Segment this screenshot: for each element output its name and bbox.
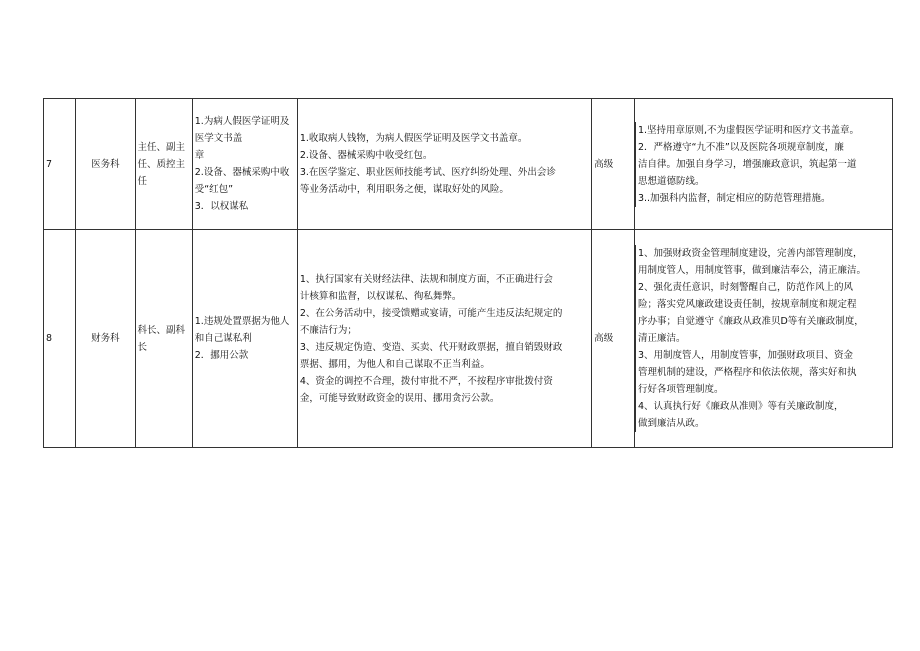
risk-point-line: 受“红包” xyxy=(194,184,234,195)
measure-line: 险；落实党风廉政建设责任制，按规章制度和规定程 xyxy=(637,299,857,310)
department: 财务科 xyxy=(76,230,135,448)
risk-point-line: 2.设备、器械采购中收 xyxy=(194,167,290,178)
position-line: 科长、副科 xyxy=(137,324,186,336)
table-row xyxy=(44,99,893,230)
manifestation-line: 1.收取病人钱物，为病人假医学证明及医学文书盖章。 xyxy=(299,133,528,144)
measure-line: 行好各项管理制度。 xyxy=(637,384,724,395)
measure-line: 2．严格遵守“九不准”以及医院各项规章制度，廉 xyxy=(637,141,844,153)
measure-line: 2、强化责任意识，时刻警醒自己，防范作风上的风 xyxy=(637,282,853,293)
measure-line: 1.坚持用章原则,不为虚假医学证明和医疗文书盖章。 xyxy=(637,124,860,136)
measure-line: 用制度管人，用制度管事，做到廉洁奉公，清正廉洁。 xyxy=(637,265,866,276)
measure-line: 3、用制度管人，用制度管事，加强财政项目、资金 xyxy=(637,350,853,361)
position-line: 主任、副主 xyxy=(137,141,186,153)
risk-point-line: 章 xyxy=(194,150,205,161)
manifestations xyxy=(297,99,591,230)
manifestation-line: 3.在医学鉴定、职业医师技能考试、医疗纠纷处理、外出会诊 xyxy=(299,167,556,178)
row-number: 8 xyxy=(44,230,76,448)
risk-point-line: 1.违规处置票据为他人 xyxy=(194,316,290,327)
manifestation-line: 不廉洁行为； xyxy=(299,324,357,336)
row-number: 7 xyxy=(44,99,76,230)
risk-point-line: 医学文书盖 xyxy=(194,133,243,144)
prevention-measures xyxy=(634,99,892,230)
manifestation-line: 票据、挪用，为他人和自己谋取不正当利益。 xyxy=(299,358,490,370)
risk-table xyxy=(43,98,893,448)
manifestation-line: 2.设备、器械采购中收受红包。 xyxy=(299,150,433,161)
position-line: 长 xyxy=(137,341,148,353)
measure-line: 清正廉洁。 xyxy=(637,333,686,344)
risk-point-line: 2．挪用公款 xyxy=(194,350,249,361)
risk-point-line: 1.为病人假医学证明及 xyxy=(194,116,290,127)
risk-point-line: 3．以权谋私 xyxy=(194,201,249,212)
manifestation-line: 等业务活动中，利用职务之便，谋取好处的风险。 xyxy=(299,184,509,195)
table-row xyxy=(44,230,893,448)
manifestations xyxy=(297,230,591,448)
position-line: 任、质控主 xyxy=(137,158,186,170)
department: 医务科 xyxy=(76,99,135,230)
position-line: 任 xyxy=(137,175,148,187)
measure-line: 洁自律。加强自身学习，增强廉政意识，筑起第一道 xyxy=(637,158,857,170)
measure-line: 1、加强财政资金管理制度建设，完善内部管理制度， xyxy=(637,248,863,259)
risk-points xyxy=(192,230,297,448)
manifestation-line: 1、执行国家有关财经法律、法规和制度方面，不正确进行会 xyxy=(299,273,553,285)
manifestation-line: 3、违反规定伪造、变造、买卖、代开财政票据，擅自销毁财政 xyxy=(299,341,563,353)
position xyxy=(135,230,192,448)
measure-line: 思想道德防线。 xyxy=(637,175,705,187)
measure-line: 序办事；自觉遵守《廉政从政准贝D等有关廉政制度， xyxy=(637,316,864,327)
risk-level: 高级 xyxy=(592,230,635,448)
manifestation-line: 2、在公务活动中，接受馈赠或宴请，可能产生违反法纪规定的 xyxy=(299,307,563,319)
manifestation-line: 金，可能导致财政资金的误用、挪用贪污公款。 xyxy=(299,392,500,404)
risk-point-line: 和自己谋私利 xyxy=(194,333,252,344)
measure-line: 3..加强科内监督，制定相应的防范管理措施。 xyxy=(637,192,831,204)
measure-line: 做到廉洁从政。 xyxy=(637,418,705,429)
measure-line: 4、认真执行好《廉政从准则》等有关廉政制度， xyxy=(637,401,844,412)
position xyxy=(135,99,192,230)
measure-line: 管理机制的建设，严格程序和依法依规，落实好和执 xyxy=(637,367,857,378)
manifestation-line: 计核算和监督，以权谋私、徇私舞弊。 xyxy=(299,290,462,302)
risk-level: 高级 xyxy=(592,99,635,230)
manifestation-line: 4、资金的调控不合理，拨付审批不严，不按程序审批拨付资 xyxy=(299,375,553,387)
risk-points xyxy=(192,99,297,230)
prevention-measures xyxy=(634,230,892,448)
